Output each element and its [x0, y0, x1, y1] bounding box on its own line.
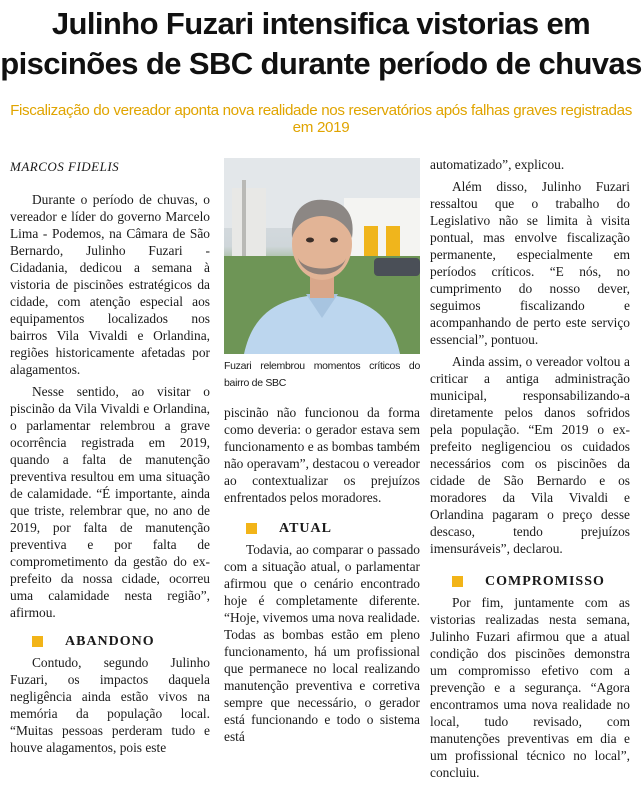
photo-caption: Fuzari relembrou momentos críticos do bairro de SBC [224, 360, 420, 389]
column-3 [430, 156, 630, 786]
column-1 [10, 158, 210, 761]
section-title: COMPROMISSO [485, 574, 605, 589]
headline-line-1: Julinho Fuzari intensifica vistorias em [51, 6, 591, 41]
section-bullet-icon [246, 523, 257, 534]
section-title: ABANDONO [65, 634, 155, 649]
paragraph: automatizado”, explicou. [430, 157, 565, 172]
paragraph: Ainda assim, o vereador voltou a criticar a antiga administração municipal, responsabilizando-a diretamente pelos danos sofridos pela população. “Em 2019 o ex-prefeito negligenciou os cuidados necessários com os piscinões da cidade de São Bernardo e os moradores da Vila Vivaldi e Orlandina pagaram o preço desse descaso, tendo prejuízos imensuráveis”, declarou. [430, 354, 630, 556]
paragraph: Contudo, segundo Julinho Fuzari, os impactos daquela negligência ainda estão vivos na memória da população local. “Muitas pessoas perderam tudo e houve alagamentos, pois este [10, 655, 210, 755]
paragraph: Por fim, juntamente com as vistorias realizadas nesta semana, Julinho Fuzari afirmou que a atual condição dos piscinões demonstra um compromisso efetivo com a prevenção e a segurança. “Agora encontramos uma nova realidade no local, tudo revisado, com manutenções preventivas em dia e um profissional técnico no local”, concluiu. [430, 595, 630, 780]
headline [0, 4, 642, 84]
byline: MARCOS FIDELIS [10, 159, 120, 174]
section-title: ATUAL [279, 521, 332, 536]
section-bullet-icon [452, 576, 463, 587]
paragraph: Nesse sentido, ao visitar o piscinão da Vila Vivaldi e Orlandina, o parlamentar relembrou a grave ocorrência registrada em 2019, quando a falta de manutenção preventiva resultou em uma situação de calamidade. “É importante, ainda que triste, relembrar que, no ano de 2019, por falta de manutenção preventiva e por falta de comprometimento da gestão do ex-prefeito da nossa cidade, ocorreu uma calamidade nesta região”, afirmou. [10, 384, 210, 620]
section-heading-compromisso [430, 573, 630, 590]
section-heading-atual [224, 520, 420, 537]
section-bullet-icon [32, 636, 43, 647]
paragraph: Durante o período de chuvas, o vereador e líder do governo Marcelo Lima - Podemos, na Câmara de São Bernardo, Julinho Fuzari - Cidadania, dedicou a semana à vistoria de piscinões estratégicos da cidade, com atenção especial aos equipamentos localizados nos bairros Vila Vivaldi e Orlandina, regiões historicamente afetadas por alagamentos. [10, 192, 210, 377]
paragraph: Além disso, Julinho Fuzari ressaltou que o trabalho do Legislativo não se limita à visita pontual, mas envolve fiscalização permanente, especialmente em períodos críticos. “E nós, no cumprimento do nosso dever, seguimos fiscalizando e acompanhando de perto este serviço essencial”, pontuou. [430, 179, 630, 347]
paragraph: piscinão não funcionou da forma como deveria: o gerador estava sem funcionamento e as bombas também não operavam”, destacou o vereador ao contextualizar os prejuízos enfrentados pelos moradores. [224, 405, 420, 505]
portrait-image [224, 158, 420, 354]
headline-line-2: piscinões de SBC durante período de chuvas [0, 46, 642, 81]
section-heading-abandono [10, 633, 210, 650]
article-photo [224, 158, 420, 354]
subtitle: Fiscalização do vereador aponta nova realidade nos reservatórios após falhas graves registradas em 2019 [10, 102, 632, 136]
paragraph: Todavia, ao comparar o passado com a situação atual, o parlamentar afirmou que o cenário encontrado hoje é completamente diferente. “Hoje, vivemos uma nova realidade. Todas as bombas estão em pleno funcionamento, há um profissional que permanece no local realizando manutenção preventiva e corretiva sempre que necessário, o gerador está funcionando e todo o sistema está [224, 542, 420, 744]
column-2 [224, 158, 420, 750]
